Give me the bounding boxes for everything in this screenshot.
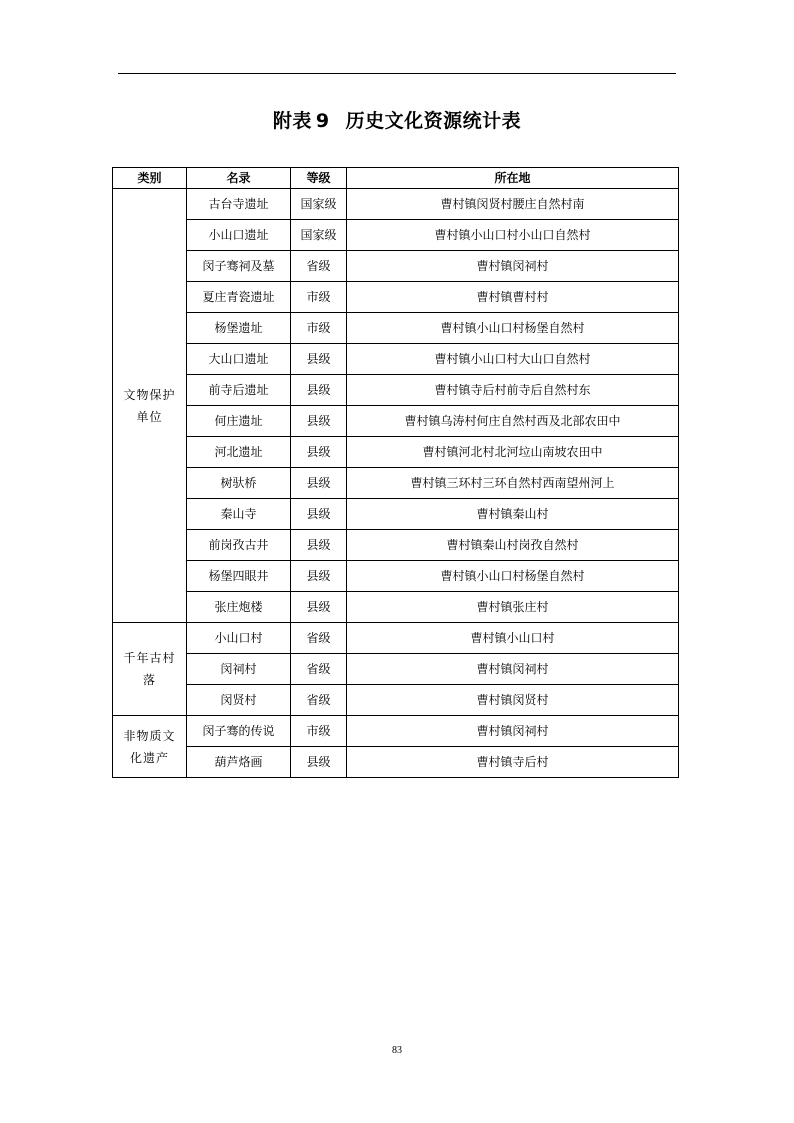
category-cell: [113, 189, 187, 623]
location-cell: 曹村镇闵贤村: [347, 685, 679, 716]
level-cell: 县级: [291, 561, 347, 592]
location-cell: 曹村镇小山口村小山口自然村: [347, 220, 679, 251]
level-cell: 县级: [291, 437, 347, 468]
location-cell: 曹村镇秦山村: [347, 499, 679, 530]
category-line-2: 落: [142, 673, 156, 687]
table-row: [113, 530, 679, 561]
name-cell: 杨堡遗址: [187, 313, 291, 344]
name-cell: 杨堡四眼井: [187, 561, 291, 592]
table-row: [113, 716, 679, 747]
name-cell: 秦山寺: [187, 499, 291, 530]
location-cell: 曹村镇闵祠村: [347, 716, 679, 747]
header-level: 等级: [291, 168, 347, 189]
table-row: [113, 747, 679, 778]
location-cell: 曹村镇秦山村岗孜自然村: [347, 530, 679, 561]
table-row: [113, 344, 679, 375]
level-cell: 市级: [291, 716, 347, 747]
category-cell: [113, 623, 187, 716]
level-cell: 市级: [291, 313, 347, 344]
table-row: [113, 623, 679, 654]
table-row: [113, 468, 679, 499]
location-cell: 曹村镇闵祠村: [347, 251, 679, 282]
name-cell: 闵子骞的传说: [187, 716, 291, 747]
level-cell: 市级: [291, 282, 347, 313]
location-cell: 曹村镇寺后村: [347, 747, 679, 778]
name-cell: 大山口遗址: [187, 344, 291, 375]
level-cell: 县级: [291, 406, 347, 437]
name-cell: 古台寺遗址: [187, 189, 291, 220]
table-row: [113, 251, 679, 282]
table-row: [113, 437, 679, 468]
location-cell: 曹村镇闵祠村: [347, 654, 679, 685]
location-cell: 曹村镇张庄村: [347, 592, 679, 623]
location-cell: 曹村镇乌涛村何庄自然村西及北部农田中: [347, 406, 679, 437]
name-cell: 前岗孜古井: [187, 530, 291, 561]
location-cell: 曹村镇小山口村杨堡自然村: [347, 313, 679, 344]
level-cell: 县级: [291, 375, 347, 406]
name-cell: 树驮桥: [187, 468, 291, 499]
level-cell: 县级: [291, 592, 347, 623]
location-cell: 曹村镇三环村三环自然村西南望州河上: [347, 468, 679, 499]
table-row: [113, 685, 679, 716]
name-cell: 闵子骞祠及墓: [187, 251, 291, 282]
category-line-2: 化遗产: [129, 750, 169, 765]
title-text: 历史文化资源统计表: [345, 110, 522, 132]
table-body: [113, 189, 679, 778]
table-row: [113, 282, 679, 313]
category-line-1: 千年古村: [123, 651, 176, 665]
table-row: [113, 654, 679, 685]
table-row: [113, 375, 679, 406]
table-row: [113, 406, 679, 437]
location-cell: 曹村镇河北村北河垃山南坡农田中: [347, 437, 679, 468]
level-cell: 省级: [291, 654, 347, 685]
level-cell: 国家级: [291, 189, 347, 220]
name-cell: 小山口遗址: [187, 220, 291, 251]
table-row: [113, 561, 679, 592]
table-row: [113, 499, 679, 530]
name-cell: 小山口村: [187, 623, 291, 654]
level-cell: 省级: [291, 685, 347, 716]
location-cell: 曹村镇寺后村前寺后自然村东: [347, 375, 679, 406]
location-cell: 曹村镇小山口村杨堡自然村: [347, 561, 679, 592]
header-name: 名录: [187, 168, 291, 189]
location-cell: 曹村镇闵贤村腰庄自然村南: [347, 189, 679, 220]
location-cell: 曹村镇小山口村: [347, 623, 679, 654]
page-number: 83: [392, 1045, 402, 1056]
category-cell: [113, 716, 187, 778]
level-cell: 县级: [291, 530, 347, 561]
table-row: [113, 220, 679, 251]
header-rule: [118, 73, 676, 74]
level-cell: 县级: [291, 747, 347, 778]
name-cell: 张庄炮楼: [187, 592, 291, 623]
level-cell: 国家级: [291, 220, 347, 251]
heritage-resources-table: [112, 167, 679, 778]
level-cell: 省级: [291, 251, 347, 282]
table-row: [113, 313, 679, 344]
table-row: [113, 189, 679, 220]
title-number: 9: [315, 110, 330, 132]
name-cell: 夏庄青瓷遗址: [187, 282, 291, 313]
table-header-row: [113, 168, 679, 189]
category-line-1: 非物质文: [123, 728, 176, 743]
name-cell: 何庄遗址: [187, 406, 291, 437]
level-cell: 省级: [291, 623, 347, 654]
page-title: [0, 106, 794, 133]
name-cell: 河北遗址: [187, 437, 291, 468]
location-cell: 曹村镇小山口村大山口自然村: [347, 344, 679, 375]
name-cell: 前寺后遗址: [187, 375, 291, 406]
level-cell: 县级: [291, 468, 347, 499]
header-location: 所在地: [347, 168, 679, 189]
name-cell: 葫芦烙画: [187, 747, 291, 778]
header-category: 类别: [113, 168, 187, 189]
location-cell: 曹村镇曹村村: [347, 282, 679, 313]
table-row: [113, 592, 679, 623]
category-line-2: 单位: [136, 409, 163, 424]
category-line-1: 文物保护: [123, 387, 176, 402]
level-cell: 县级: [291, 344, 347, 375]
name-cell: 闵贤村: [187, 685, 291, 716]
level-cell: 县级: [291, 499, 347, 530]
title-prefix: 附表: [272, 110, 312, 132]
name-cell: 闵祠村: [187, 654, 291, 685]
